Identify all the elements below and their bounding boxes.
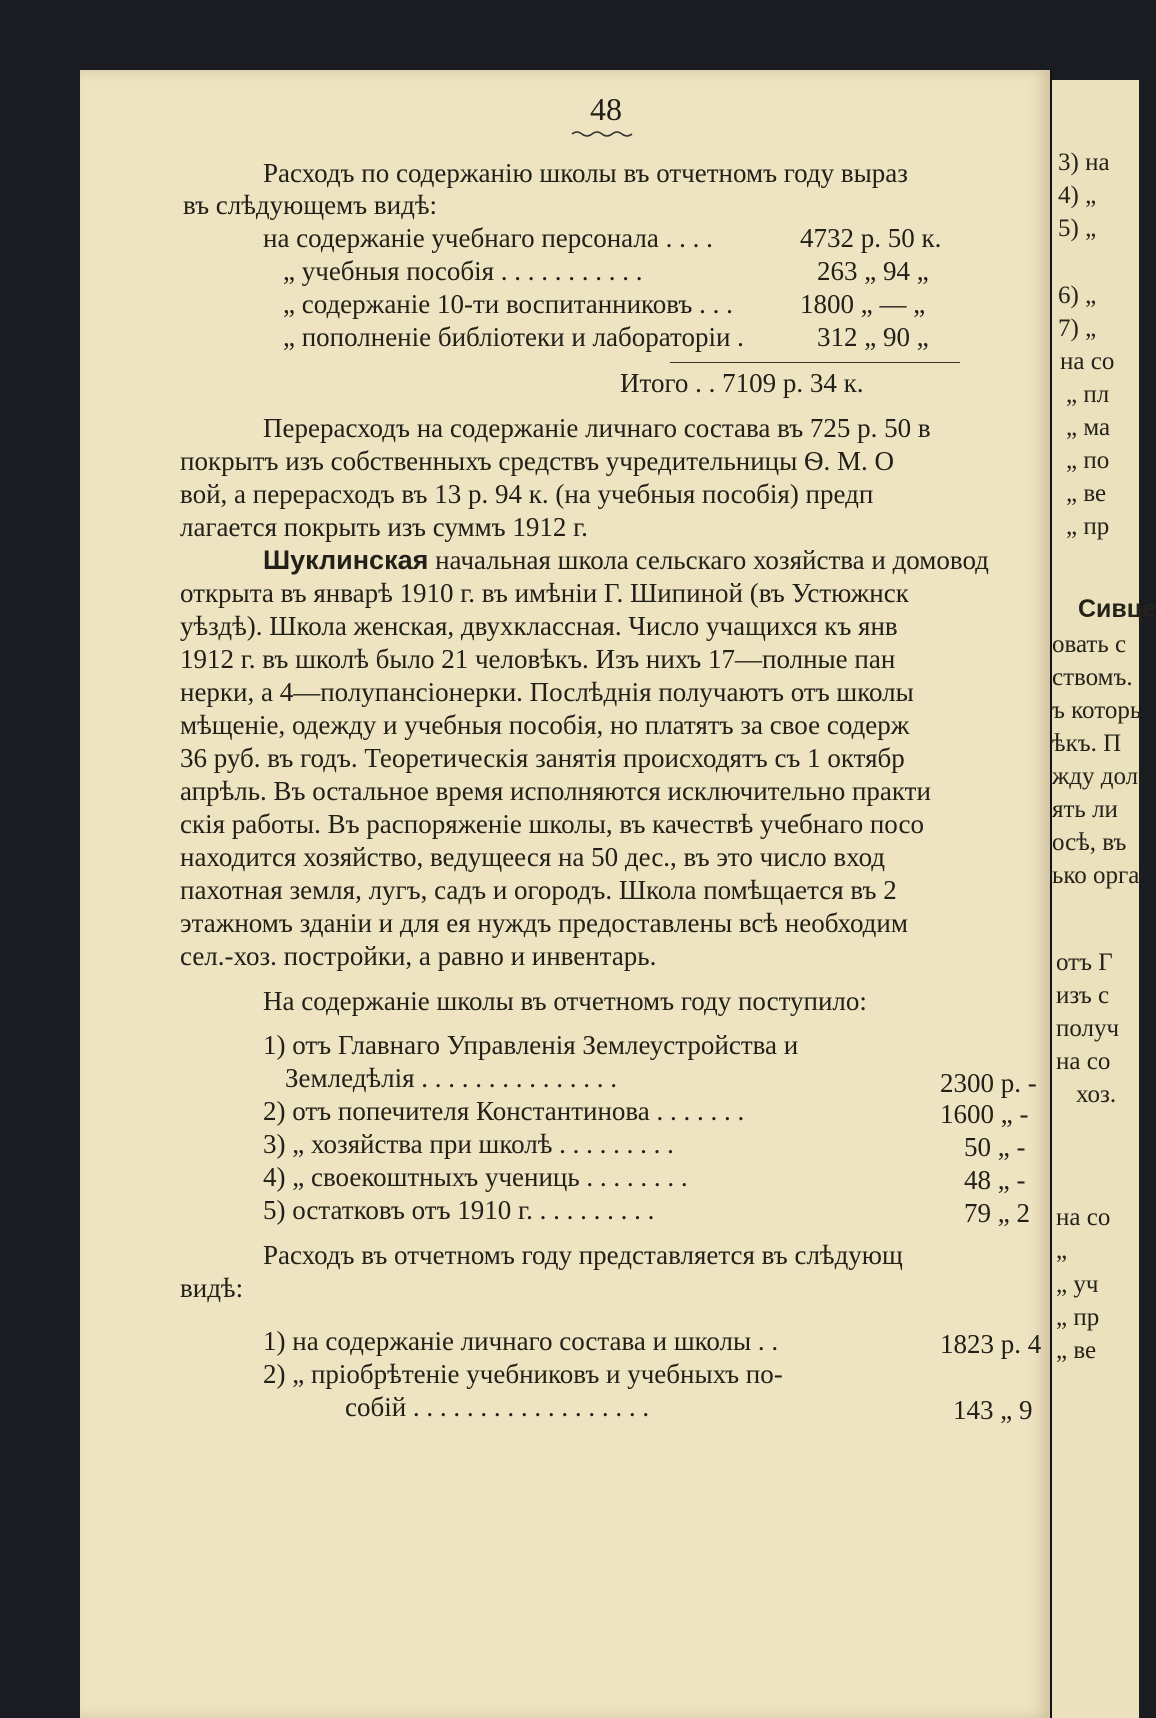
text-line: 5) остатковъ отъ 1910 г. . . . . . . . . . xyxy=(263,1195,655,1225)
total-line: Итого . . 7109 р. 34 к. xyxy=(620,368,864,398)
fragment: „ xyxy=(1056,1237,1068,1264)
text-line: 36 руб. въ годъ. Теоретическія занятія происходятъ съ 1 октябр xyxy=(180,743,905,773)
fragment: жду дол xyxy=(1052,763,1139,790)
fragment: ъ которь xyxy=(1052,697,1142,724)
fragment: „ пл xyxy=(1066,381,1110,408)
text-line: 1912 г. въ школѣ было 21 человѣкъ. Изъ нихъ 17—полные пан xyxy=(180,644,896,674)
amount: 79 „ 2 xyxy=(964,1198,1030,1228)
text-line: Перерасходъ на содержаніе личнаго состава въ 725 р. 50 в xyxy=(263,413,931,443)
fragment: ять ли xyxy=(1052,796,1118,823)
amount: 263 „ 94 „ xyxy=(817,256,929,286)
amount: 4732 р. 50 к. xyxy=(800,223,942,253)
fragment: 3) на xyxy=(1058,149,1110,176)
text-line: апрѣль. Въ остальное время исполняются исключительно практи xyxy=(180,776,931,806)
book-page xyxy=(80,70,1050,1718)
text-line: покрытъ изъ собственныхъ средствъ учредительницы Ѳ. М. О xyxy=(180,446,895,476)
text-line: уѣздѣ). Школа женская, двухклассная. Число учащихся къ янв xyxy=(180,611,898,641)
school-name: Шуклинская xyxy=(263,545,429,575)
text-line: 3) „ хозяйства при школѣ . . . . . . . . . xyxy=(263,1129,674,1159)
fragment: „ пр xyxy=(1066,513,1110,540)
sum-rule xyxy=(670,362,960,363)
fragment: „ ве xyxy=(1066,480,1107,507)
fragment: изъ с xyxy=(1056,982,1110,1009)
fragment: отъ Г xyxy=(1056,949,1113,976)
text-line: лагается покрыть изъ суммъ 1912 г. xyxy=(180,512,588,542)
page-number-ornament xyxy=(572,130,632,138)
text-line: находится хозяйство, ведущееся на 50 дес., въ это число вход xyxy=(180,842,886,872)
text-line: въ слѣдующемъ видѣ: xyxy=(183,190,437,220)
text-line: собій . . . . . . . . . . . . . . . . . . xyxy=(345,1392,650,1422)
fragment: „ ве xyxy=(1056,1337,1097,1364)
text-line: нерки, а 4—полупансіонерки. Послѣднія получаютъ отъ школы xyxy=(180,677,914,707)
text-line: 1) на содержаніе личнаго состава и школы . . xyxy=(263,1326,779,1356)
fragment: 7) „ xyxy=(1058,315,1097,342)
amount: 50 „ - xyxy=(964,1132,1026,1162)
fragment: 6) „ xyxy=(1058,282,1097,309)
text-fragment: начальная школа сельскаго хозяйства и домовод xyxy=(428,545,989,575)
text-line: „ учебныя пособія . . . . . . . . . . . xyxy=(283,256,643,286)
fragment: „ по xyxy=(1066,447,1110,474)
fragment: ѣкъ. П xyxy=(1052,730,1122,757)
fragment: на со xyxy=(1060,348,1115,375)
text-line: скія работы. Въ распоряженіе школы, въ качествѣ учебнаго посо xyxy=(180,809,924,839)
amount: 312 „ 90 „ xyxy=(817,322,929,352)
fragment: овать с xyxy=(1052,631,1127,658)
fragment: „ пр xyxy=(1056,1304,1100,1331)
fragment: хоз. xyxy=(1076,1081,1117,1108)
text-line: На содержаніе школы въ отчетномъ году поступило: xyxy=(263,986,867,1016)
text-line: мѣщеніе, одежду и учебныя пособія, но платятъ за свое содерж xyxy=(180,710,910,740)
fragment: „ уч xyxy=(1056,1271,1099,1298)
text-line: Земледѣлія . . . . . . . . . . . . . . . xyxy=(285,1063,617,1093)
text-line: 4) „ своекоштныхъ учениць . . . . . . . . xyxy=(263,1162,688,1192)
text-line: 1) отъ Главнаго Управленія Землеустройства и xyxy=(263,1030,799,1060)
fragment: ько орга xyxy=(1052,862,1140,889)
text-line: Расходъ по содержанію школы въ отчетномъ году выраз xyxy=(263,158,908,188)
fragment: 4) „ xyxy=(1058,182,1097,209)
amount: 1800 „ — „ xyxy=(800,289,926,319)
amount: 1823 р. 4 xyxy=(940,1329,1042,1359)
amount: 48 „ - xyxy=(964,1165,1026,1195)
fragment: получ xyxy=(1056,1015,1120,1042)
fragment: на со xyxy=(1056,1048,1111,1075)
text-line: открыта въ январѣ 1910 г. въ имѣніи Г. Шипиной (въ Устюжнск xyxy=(180,578,909,608)
text-line: на содержаніе учебнаго персонала . . . . xyxy=(263,223,713,253)
text-line xyxy=(263,547,989,574)
fragment: осѣ, въ xyxy=(1052,829,1127,856)
fragment: 5) „ xyxy=(1058,215,1097,242)
fragment: „ ма xyxy=(1066,414,1111,441)
fragment: Сивце xyxy=(1078,595,1156,623)
text-line: этажномъ зданіи и для ея нуждъ предоставлены всѣ необходим xyxy=(180,908,908,938)
fragment: на со xyxy=(1056,1204,1111,1231)
page-number: 48 xyxy=(590,91,622,127)
text-line: сел.-хоз. постройки, а равно и инвентарь. xyxy=(180,941,657,971)
text-line: пахотная земля, лугъ, садъ и огородъ. Школа помѣщается въ 2 xyxy=(180,875,897,905)
amount: 2300 р. - xyxy=(940,1068,1037,1098)
adjacent-page-fragment xyxy=(1052,80,1156,1718)
text-line: видѣ: xyxy=(180,1273,244,1303)
text-line: 2) отъ попечителя Константинова . . . . . . . xyxy=(263,1096,745,1126)
text-line: Расходъ въ отчетномъ году представляется въ слѣдующ xyxy=(263,1240,903,1270)
amount: 1600 „ - xyxy=(940,1099,1029,1129)
text-line: вой, а перерасходъ въ 13 р. 94 к. (на учебныя пособія) предп xyxy=(180,479,874,509)
text-line: „ содержаніе 10-ти воспитанниковъ . . . xyxy=(283,289,733,319)
text-line: „ пополненіе библіотеки и лабораторіи . xyxy=(283,322,744,352)
amount: 143 „ 9 xyxy=(953,1395,1033,1425)
text-line: 2) „ пріобрѣтеніе учебниковъ и учебныхъ по- xyxy=(263,1359,783,1389)
fragment: ствомъ. xyxy=(1052,664,1133,691)
